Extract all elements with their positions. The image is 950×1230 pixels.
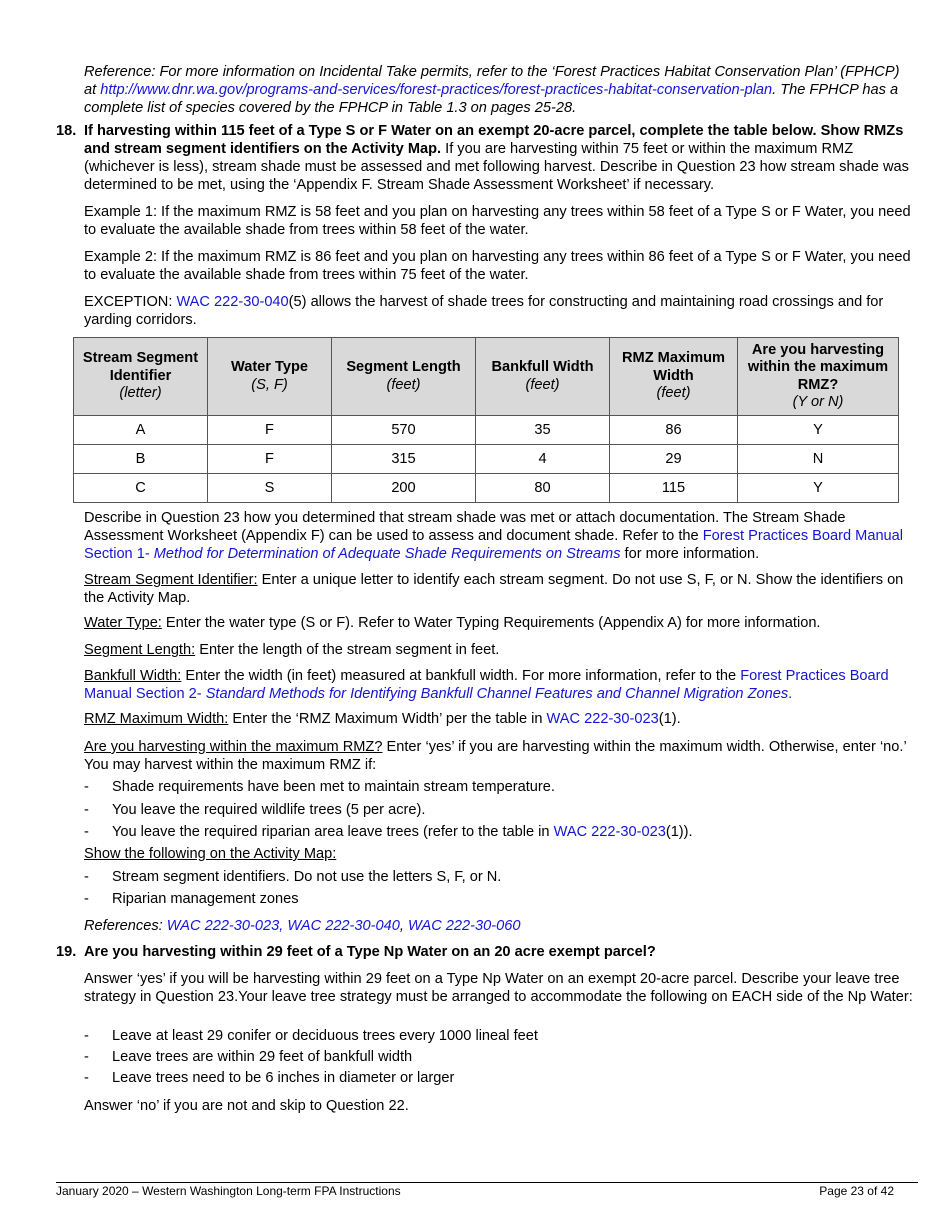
- bankfull-width-label: Bankfull Width:: [84, 668, 182, 684]
- ssi-label: Stream Segment Identifier:: [84, 572, 258, 588]
- table-cell: 570: [332, 416, 476, 445]
- rmz-max-width-definition: RMZ Maximum Width: Enter the ‘RMZ Maximum Width’ per the table in WAC 222-30-023(1).: [84, 711, 681, 727]
- segment-length-label: Segment Length:: [84, 642, 196, 658]
- table-row: [74, 416, 899, 445]
- table-header-row: [74, 338, 899, 416]
- activity-map-heading: Show the following on the Activity Map:: [84, 846, 337, 862]
- header-bankfull-width: Bankfull Width (feet): [476, 338, 610, 416]
- wac-222-30-023-link[interactable]: WAC 222-30-023: [553, 824, 666, 840]
- ssi-definition: Stream Segment Identifier: Enter a unique letter to identify each stream segment. Do not use S, F, or N. Show the identifiers on the Activity Map.: [84, 572, 904, 606]
- water-type-label: Water Type:: [84, 615, 162, 631]
- exception-note: [84, 293, 914, 329]
- fpbm-section-2-link[interactable]: Forest Practices Board Manual Section 2-: [84, 668, 889, 702]
- question-18-title: If harvesting within 115 feet of a Type S or F Water on an exempt 20-acre parcel, complete the table below. Show RMZs and stream segment identifiers on the Activity Map.: [84, 123, 904, 157]
- rmz-max-width-label: RMZ Maximum Width:: [84, 711, 229, 727]
- wac-222-30-023-link[interactable]: WAC 222-30-023: [546, 711, 659, 727]
- table-row: [74, 474, 899, 503]
- segment-length-definition: Segment Length: Enter the length of the stream segment in feet.: [84, 642, 500, 658]
- question-18-body: If you are harvesting within 75 feet or within the maximum RMZ (whichever is less), stream shade must be assessed and met following harvest. Describe in Question 23 how stream shade was determined to be met, using the ‘Appendix F. Stream Shade Assessment Worksheet’ if necessary.: [84, 141, 909, 193]
- fpbm-section-1-title-link[interactable]: Method for Determination of Adequate Shade Requirements on Streams: [153, 546, 621, 562]
- header-harvesting-within-rmz: Are you harvesting within the maximum RMZ? (Y or N): [738, 338, 899, 416]
- example-2: Example 2: If the maximum RMZ is 86 feet and you plan on harvesting any trees within 86 feet of a Type S or F Water, you need to evaluate the available shade from trees within 75 feet of the water.: [84, 249, 911, 283]
- rmz-table: [73, 337, 899, 503]
- table-cell: B: [74, 445, 208, 474]
- references-line: References: WAC 222-30-023, WAC 222-30-040, WAC 222-30-060: [84, 918, 521, 934]
- table-cell: 315: [332, 445, 476, 474]
- table-cell: 29: [610, 445, 738, 474]
- question-18-number: 18.: [56, 123, 77, 139]
- describe-shade-paragraph: Describe in Question 23 how you determined that stream shade was met or attach documentation. The Stream Shade Assessment Worksheet (Appendix F) can be used to assess and document shade. Refer to the Forest Practices Board Manual Section 1- Method for Determination of Adequate Shade Requirements on Streams for more information.: [84, 510, 904, 562]
- question-19-body: Answer ‘yes’ if you will be harvesting within 29 feet on a Type Np Water on an exempt 20-acre parcel. Describe your leave tree strategy in Question 23.Your leave tree strategy must be arranged to accommodate the following on EACH side of the Np Water:: [84, 971, 913, 1005]
- table-cell: Y: [738, 416, 899, 445]
- exception-label: EXCEPTION:: [84, 294, 177, 310]
- fphcp-link[interactable]: http://www.dnr.wa.gov/programs-and-services/forest-practices/forest-practices-habitat-conservation-plan: [100, 82, 773, 98]
- header-rmz-maximum-width: RMZ Maximum Width (feet): [610, 338, 738, 416]
- table-cell: 35: [476, 416, 610, 445]
- wac-222-30-023-link[interactable]: WAC 222-30-023: [166, 918, 280, 934]
- table-cell: A: [74, 416, 208, 445]
- table-cell: Y: [738, 474, 899, 503]
- header-water-type: Water Type (S, F): [208, 338, 332, 416]
- water-type-definition: Water Type: Enter the water type (S or F). Refer to Water Typing Requirements (Appendix A) for more information.: [84, 615, 821, 631]
- question-19-answer-no: Answer ‘no’ if you are not and skip to Question 22.: [84, 1098, 409, 1114]
- table-cell: 115: [610, 474, 738, 503]
- table-cell: S: [208, 474, 332, 503]
- document-page: Reference: For more information on Incidental Take permits, refer to the ‘Forest Practices Habitat Conservation Plan’ (FPHCP) at http://www.dnr.wa.gov/programs-and-services/forest-practices/forest-practices-habitat-conservation-plan. The FPHCP has a complete list of species covered by the FPHCP in Table 1.3 on pages 25-28. 18. If harvesting within 115 feet of a Type S or F Water on an exempt 20-acre parcel, complete the table below. Show RMZs and stream segment identifiers on the Activity Map. If you are harvesting within 75 feet or within the maximum RMZ (whichever is less), stream shade must be assessed and met following harvest. Describe in Question 23 how stream shade was determined to be met, using the ‘Appendix F. Stream Shade Assessment Worksheet’ if necessary. Example 1: If the maximum RMZ is 58 feet and you plan on harvesting any trees within 58 feet of a Type S or F Water, you need to evaluate the available shade from trees within 58 feet of the water. Example 2: If the maximum RMZ is 86 feet and you plan on harvesting any trees within 86 feet of a Type S or F Water, you need to evaluate the available shade from trees within 75 feet of the water. EXCEPTION: WAC 222-30-040(5) allows the harvest of shade trees for constructing and maintaining road crossings and for yarding corridors. Stream Segment Identifier (letter) Water Type (S, F) Segment Length (feet) Bankfull Width (feet) RMZ Maximum Width (feet) Are you harvesting within the maximum RMZ? (Y or N) A F 570 35 86 Y B F 315 4 29 N C S 200 80 115 Y Describe in Question 23 how you determined that stream shade was met or attach documentation. The Stream Shade Assessment Worksheet (Appendix F) can be used to assess and document shade. Refer to the Forest Practices Board Manual Section 1- Method for Determination of Adequate Shade Requirements on Streams for more information. Stream Segment Identifier: Enter a unique letter to identify each stream segment. Do not use S, F, or N. Show the identifiers on the Activity Map. Water Type: Enter the water type (S or F). Refer to Water Typing Requirements (Appendix A) for more information. Segment Length: Enter the length of the stream segment in feet. Bankfull Width: Enter the width (in feet) measured at bankfull width. For more information, refer to the Forest Practices Board Manual Section 2- Standard Methods for Identifying Bankfull Channel Features and Channel Migration Zones. RMZ Maximum Width: Enter the ‘RMZ Maximum Width’ per the table in WAC 222-30-023(1). Are you harvesting within the maximum RMZ? Enter ‘yes’ if you are harvesting within the maximum width. Otherwise, enter ‘no.’ You may harvest within the maximum RMZ if: - Shade requirements have been met to maintain stream temperature. - You leave the required wildlife trees (5 per acre). - You leave the required riparian area leave trees (refer to the table in WAC 222-30-023(1)). Show the following on the Activity Map: - Stream segment identifiers. Do not use the letters S, F, or N. - Riparian management zones References: WAC 222-30-023, WAC 222-30-040, WAC 222-30-060 19. Are you harvesting within 29 feet of a Type Np Water on an 20 acre exempt parcel? Answer ‘yes’ if you will be harvesting within 29 feet on a Type Np Water on an exempt 20-acre parcel. Describe your leave tree strategy in Question 23.Your leave tree strategy must be arranged to accommodate the following on EACH side of the Np Water: - Leave at least 29 conifer or deciduous trees every 1000 lineal feet - Leave trees are within 29 feet of bankfull width - Leave trees need to be 6 inches in diameter or larger Answer ‘no’ if you are not and skip to Question 22. January 2020 – Western Washington Long-term FPA Instructions Page 23 of 42: [0, 0, 950, 1230]
- example-1: Example 1: If the maximum RMZ is 58 feet and you plan on harvesting any trees within 58 feet of a Type S or F Water, you need to evaluate the available shade from trees within 58 feet of the water.: [84, 204, 911, 238]
- wac-222-30-040-link[interactable]: WAC 222-30-040: [176, 294, 289, 310]
- table-row: [74, 445, 899, 474]
- question-19-title: Are you harvesting within 29 feet of a Type Np Water on an 20 acre exempt parcel?: [84, 944, 656, 960]
- table-cell: C: [74, 474, 208, 503]
- fpbm-section-1-link[interactable]: Forest Practices Board Manual Section 1-: [84, 528, 904, 562]
- table-cell: 4: [476, 445, 610, 474]
- header-segment-length: Segment Length (feet): [332, 338, 476, 416]
- question-18-intro: [84, 122, 914, 194]
- footer-title: January 2020 – Western Washington Long-term FPA Instructions: [56, 1184, 401, 1198]
- table-cell: N: [738, 445, 899, 474]
- table-cell: 86: [610, 416, 738, 445]
- intro-reference: [84, 63, 914, 117]
- intro-reference-text: Reference: For more information on Incidental Take permits, refer to the ‘Forest Practices Habitat Conservation Plan’ (FPHCP) at: [84, 64, 900, 98]
- table-cell: F: [208, 445, 332, 474]
- harvesting-within-rmz-label: Are you harvesting within the maximum RMZ?: [84, 739, 383, 755]
- intro-reference-text-end: . The FPHCP has a complete list of species covered by the FPHCP in Table 1.3 on pages 25-28.: [84, 82, 899, 116]
- table-cell: 200: [332, 474, 476, 503]
- harvesting-within-rmz-definition: Are you harvesting within the maximum RMZ? Enter ‘yes’ if you are harvesting within the maximum width. Otherwise, enter ‘no.’ You may harvest within the maximum RMZ if:: [84, 739, 907, 773]
- fpbm-section-2-title-link[interactable]: Standard Methods for Identifying Bankfull Channel Features and Channel Migration Zones: [205, 686, 789, 702]
- wac-222-30-060-link[interactable]: WAC 222-30-060: [407, 918, 521, 934]
- table-cell: 80: [476, 474, 610, 503]
- exception-text: (5) allows the harvest of shade trees for constructing and maintaining road crossings and for yarding corridors.: [84, 294, 884, 328]
- bankfull-width-definition: Bankfull Width: Enter the width (in feet) measured at bankfull width. For more information, refer to the Forest Practices Board Manual Section 2- Standard Methods for Identifying Bankfull Channel Features and Channel Migration Zones.: [84, 668, 889, 702]
- page-number: Page 23 of 42: [819, 1184, 894, 1198]
- footer-divider: [56, 1182, 918, 1183]
- question-19-number: 19.: [56, 944, 77, 960]
- wac-222-30-040-link[interactable]: WAC 222-30-040: [287, 918, 400, 934]
- header-stream-segment-identifier: Stream Segment Identifier (letter): [74, 338, 208, 416]
- table-cell: F: [208, 416, 332, 445]
